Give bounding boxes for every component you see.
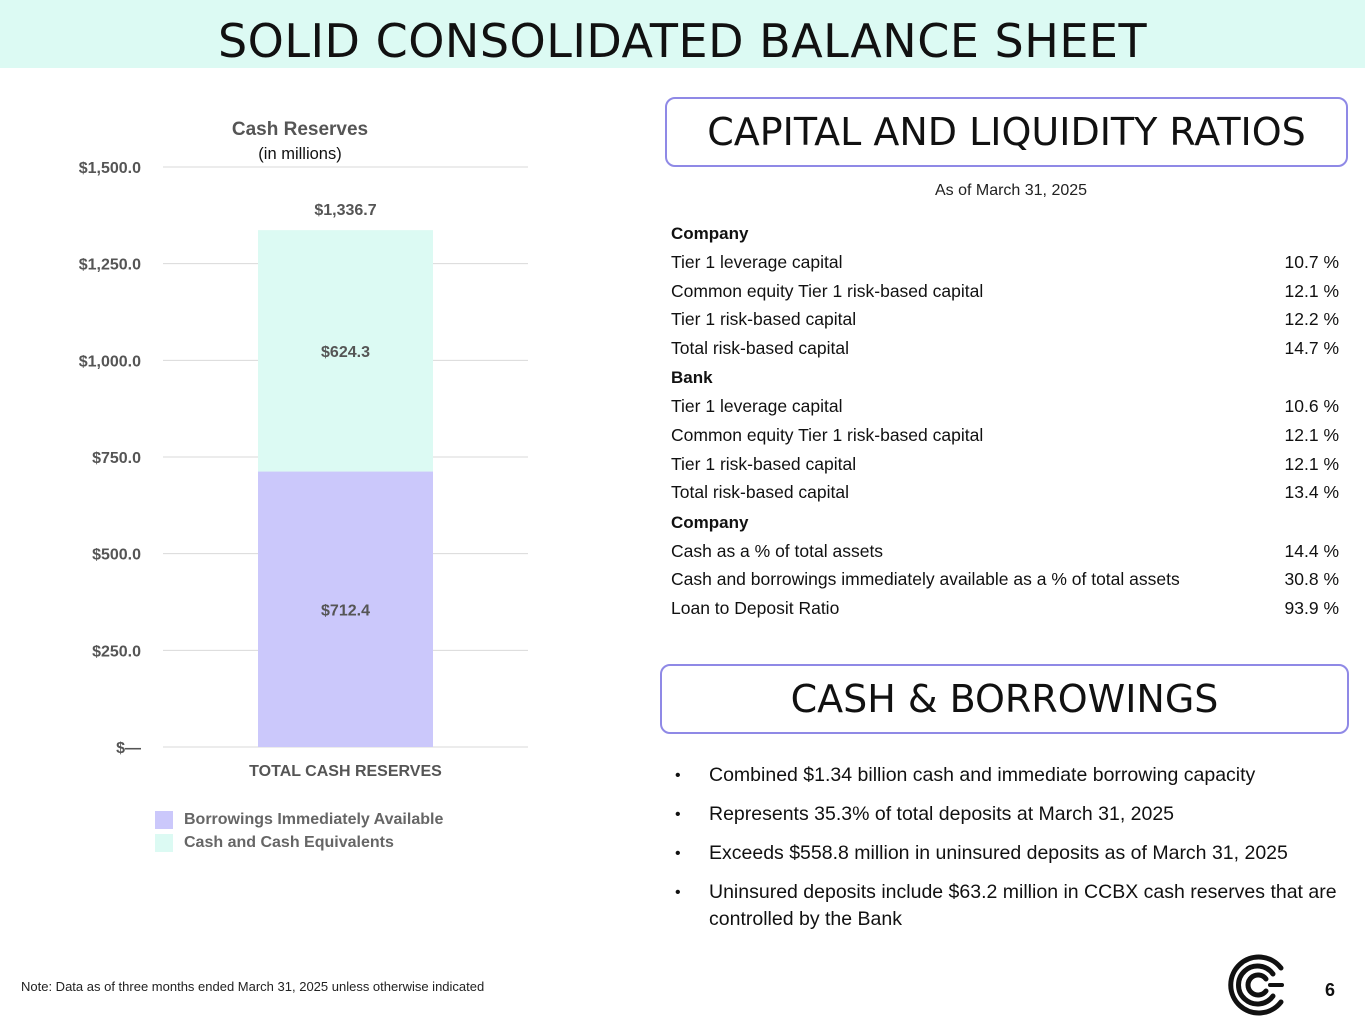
bullet-dot-icon: • [675,806,681,823]
chart-subtitle: (in millions) [258,145,342,163]
bullet-text: Exceeds $558.8 million in uninsured deposits as of March 31, 2025 [709,842,1288,864]
ratio-row [671,305,1339,334]
bar-data-label: $624.3 [321,343,370,361]
ratio-row [671,248,1339,277]
ratio-value: 12.1 % [1284,453,1339,474]
ratio-value: 13.4 % [1284,482,1339,503]
bullet-dot-icon: • [675,845,681,862]
ratio-row [671,334,1339,363]
legend-swatch [155,834,173,852]
ratio-row [671,478,1339,507]
ratio-label: Common equity Tier 1 risk-based capital [671,424,984,445]
ratio-row [671,450,1339,479]
cash-borrowings-bullets [672,762,1342,945]
cash-borrowings-section-title: CASH & BORROWINGS [660,664,1349,734]
legend-swatch [155,811,173,829]
concentric-circle-logo-icon [1226,954,1288,1016]
ratio-row [671,421,1339,450]
y-tick-label: $250.0 [92,643,141,661]
bullet-text: Uninsured deposits include $63.2 million in CCBX cash reserves that are controlled by the Bank [709,881,1337,930]
bullet-dot-icon: • [675,767,681,784]
ratio-value: 14.4 % [1284,540,1339,561]
page-number: 6 [1325,980,1336,1000]
ratio-label: Common equity Tier 1 risk-based capital [671,280,984,301]
ratio-row [671,594,1339,623]
legend-item [155,808,443,831]
ratio-value: 14.7 % [1284,337,1339,358]
ratio-group-title: Company [671,224,749,243]
ratio-value: 12.1 % [1284,424,1339,445]
ratio-row [671,392,1339,421]
ratio-label: Total risk-based capital [671,482,849,503]
ratio-label: Tier 1 leverage capital [671,396,843,417]
y-tick-label: $— [116,740,141,757]
ratios-section-title: CAPITAL AND LIQUIDITY RATIOS [665,97,1348,167]
y-tick-label: $1,250.0 [78,256,141,274]
footnote: Note: Data as of three months ended March 31, 2025 unless otherwise indicated [21,979,485,994]
bullet-item [672,801,1342,828]
ratio-value: 10.6 % [1284,396,1339,417]
ratio-row [671,565,1339,594]
bullet-text: Combined $1.34 billion cash and immediate borrowing capacity [709,764,1256,786]
y-tick-label: $1,000.0 [78,353,141,371]
cash-reserves-chart [0,90,620,880]
bullet-text: Represents 35.3% of total deposits at March 31, 2025 [709,803,1175,825]
bullet-item [672,840,1342,867]
bar-total-label: $1,336.7 [314,202,377,220]
y-tick-label: $750.0 [92,450,141,467]
ratio-value: 12.1 % [1284,280,1339,301]
chart-legend [155,808,443,854]
ratio-value: 10.7 % [1284,252,1339,272]
bullet-item [672,762,1342,789]
bullet-item [672,879,1342,933]
y-tick-label: $1,500.0 [78,160,141,177]
bar-data-label: $712.4 [321,602,370,620]
ratio-row [671,277,1339,306]
bullet-dot-icon: • [675,884,681,901]
legend-label: Borrowings Immediately Available [184,810,444,828]
ratios-as-of-date: As of March 31, 2025 [934,182,1088,199]
ratio-label: Tier 1 risk-based capital [671,309,857,330]
ratio-label: Cash and borrowings immediately available as a % of total assets [671,569,1180,590]
y-tick-label: $500.0 [92,546,141,564]
ratio-group-title: Bank [671,368,713,388]
ratio-value: 30.8 % [1284,569,1339,590]
page-title: SOLID CONSOLIDATED BALANCE SHEET [217,14,1148,68]
ratio-label: Cash as a % of total assets [671,540,884,561]
ratios-table [671,218,1339,623]
ratio-label: Tier 1 risk-based capital [671,453,857,474]
ratio-group-title: Company [671,512,749,532]
ratio-value: 93.9 % [1284,597,1339,618]
ratio-label: Total risk-based capital [671,337,849,358]
ratio-label: Loan to Deposit Ratio [671,597,840,618]
legend-item [155,831,443,854]
ratio-label: Tier 1 leverage capital [671,252,843,272]
chart-title: Cash Reserves [231,119,369,140]
legend-label: Cash and Cash Equivalents [184,833,394,851]
ratio-value: 12.2 % [1284,309,1339,330]
ratio-row [671,537,1339,566]
x-tick-label: TOTAL CASH RESERVES [249,763,442,780]
